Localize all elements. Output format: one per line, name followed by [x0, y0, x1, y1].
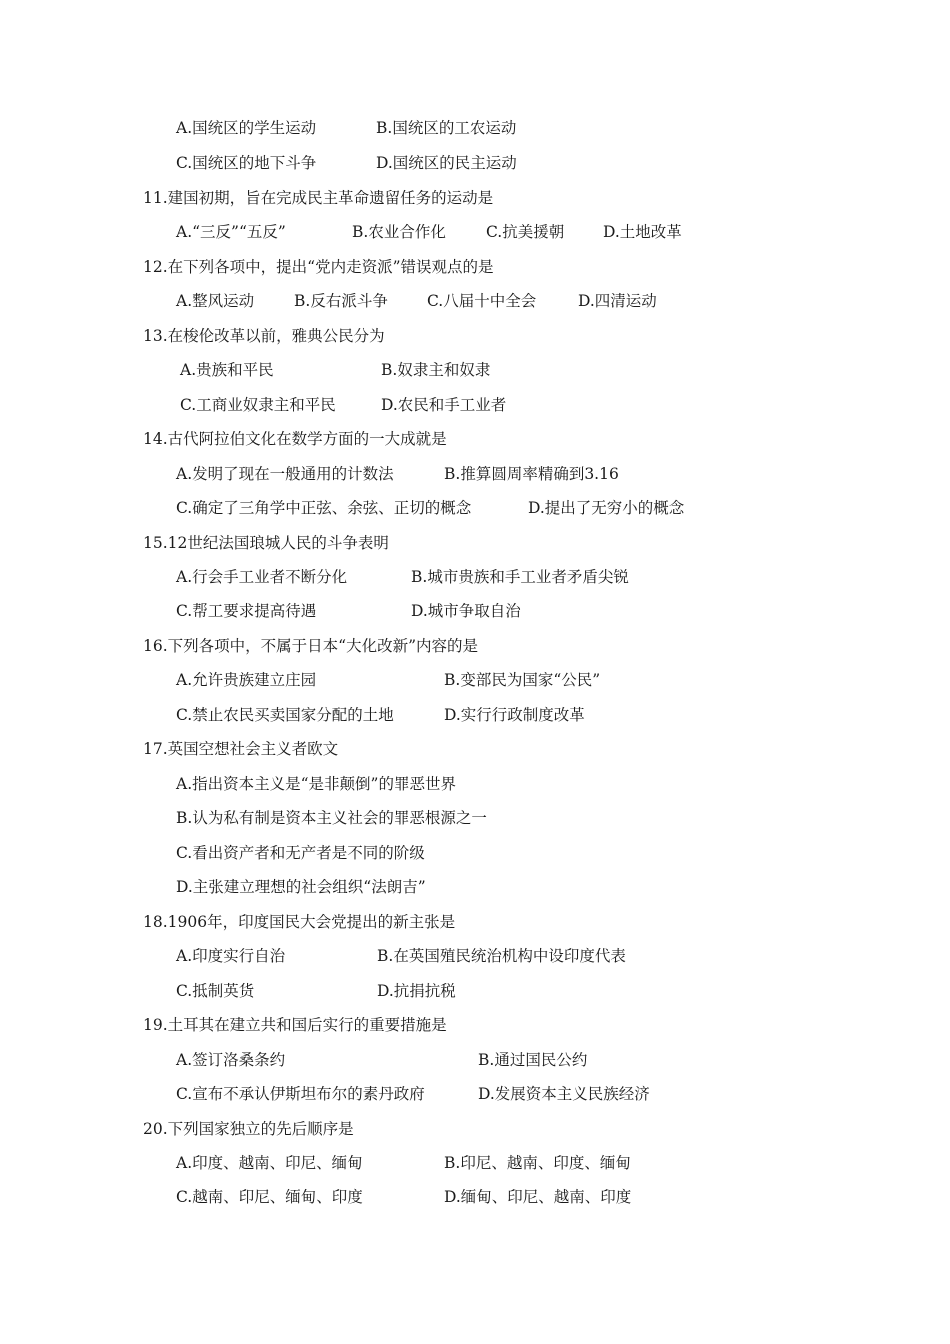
q12-stem: 12.在下列各项中，提出“党内走资派”错误观点的是 [143, 258, 494, 276]
q15-option-b: B.城市贵族和手工业者矛盾尖锐 [411, 568, 629, 586]
q13-option-c: C.工商业奴隶主和平民 [180, 396, 336, 414]
q14-option-b: B.推算圆周率精确到3.16 [444, 465, 619, 483]
q13-option-b: B.奴隶主和奴隶 [381, 361, 491, 379]
q19-option-d: D.发展资本主义民族经济 [478, 1085, 650, 1103]
q17-stem: 17.英国空想社会主义者欧文 [143, 740, 339, 758]
q19-stem: 19.土耳其在建立共和国后实行的重要措施是 [143, 1016, 447, 1034]
q15-option-a: A.行会手工业者不断分化 [176, 568, 348, 586]
q14-option-c: C.确定了三角学中正弦、余弦、正切的概念 [176, 499, 472, 517]
q20-option-b: B.印尼、越南、印度、缅甸 [444, 1154, 631, 1172]
q13-stem: 13.在梭伦改革以前，雅典公民分为 [143, 327, 385, 345]
q10-option-a: A.国统区的学生运动 [176, 119, 317, 137]
q13-option-d: D.农民和手工业者 [381, 396, 507, 414]
q19-option-b: B.通过国民公约 [478, 1051, 588, 1069]
q19-option-c: C.宣布不承认伊斯坦布尔的素丹政府 [176, 1085, 425, 1103]
q17-option-a: A.指出资本主义是“是非颠倒”的罪恶世界 [176, 775, 456, 793]
q17-option-d: D.主张建立理想的社会组织“法朗吉” [176, 878, 426, 896]
q10-option-b: B.国统区的工农运动 [376, 119, 517, 137]
q11-option-a: A.“三反”“五反” [176, 223, 286, 241]
q15-option-d: D.城市争取自治 [411, 602, 521, 620]
q16-option-b: B.变部民为国家“公民” [444, 671, 601, 689]
q15-option-c: C.帮工要求提高待遇 [176, 602, 317, 620]
q17-option-c: C.看出资产者和无产者是不同的阶级 [176, 844, 425, 862]
q18-stem: 18.1906年，印度国民大会党提出的新主张是 [143, 913, 456, 931]
q16-option-a: A.允许贵族建立庄园 [176, 671, 317, 689]
q10-option-d: D.国统区的民主运动 [376, 154, 517, 172]
q11-option-c: C.抗美援朝 [486, 223, 565, 241]
q12-option-b: B.反右派斗争 [294, 292, 388, 310]
q11-option-b: B.农业合作化 [352, 223, 446, 241]
q20-option-c: C.越南、印尼、缅甸、印度 [176, 1188, 363, 1206]
q18-option-d: D.抗捐抗税 [377, 982, 456, 1000]
q14-stem: 14.古代阿拉伯文化在数学方面的一大成就是 [143, 430, 447, 448]
q16-option-c: C.禁止农民买卖国家分配的土地 [176, 706, 394, 724]
q12-option-c: C.八届十中全会 [427, 292, 537, 310]
q10-option-c: C.国统区的地下斗争 [176, 154, 317, 172]
q14-option-d: D.提出了无穷小的概念 [528, 499, 685, 517]
q11-option-d: D.土地改革 [603, 223, 682, 241]
q19-option-a: A.签订洛桑条约 [176, 1051, 286, 1069]
q20-stem: 20.下列国家独立的先后顺序是 [143, 1120, 354, 1138]
q18-option-c: C.抵制英货 [176, 982, 255, 1000]
q20-option-d: D.缅甸、印尼、越南、印度 [444, 1188, 632, 1206]
q15-stem: 15.12世纪法国琅城人民的斗争表明 [143, 534, 389, 552]
q12-option-a: A.整风运动 [176, 292, 255, 310]
q20-option-a: A.印度、越南、印尼、缅甸 [176, 1154, 363, 1172]
q16-option-d: D.实行行政制度改革 [444, 706, 585, 724]
q13-option-a: A.贵族和平民 [180, 361, 274, 379]
q18-option-a: A.印度实行自治 [176, 947, 286, 965]
q11-stem: 11.建国初期，旨在完成民主革命遗留任务的运动是 [143, 189, 494, 207]
q17-option-b: B.认为私有制是资本主义社会的罪恶根源之一 [176, 809, 487, 827]
q12-option-d: D.四清运动 [578, 292, 657, 310]
q16-stem: 16.下列各项中，不属于日本“大化改新”内容的是 [143, 637, 478, 655]
q18-option-b: B.在英国殖民统治机构中设印度代表 [377, 947, 626, 965]
q14-option-a: A.发明了现在一般通用的计数法 [176, 465, 394, 483]
